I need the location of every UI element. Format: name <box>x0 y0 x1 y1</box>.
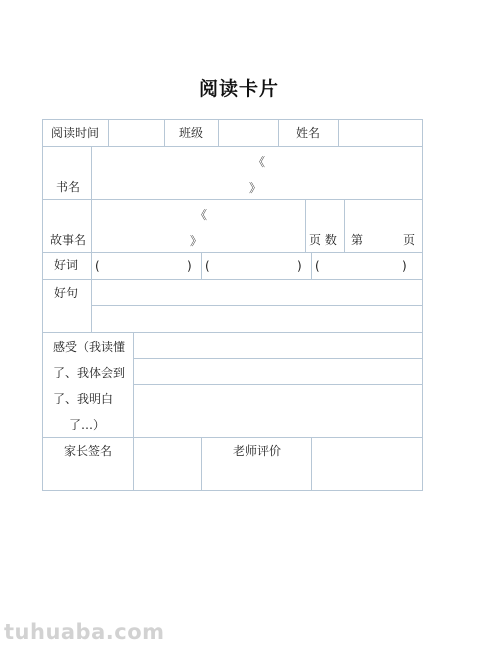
row-divider-9 <box>42 437 423 438</box>
row-divider-6 <box>42 332 423 333</box>
book-close-bracket: 》 <box>249 181 262 195</box>
row-divider-7 <box>133 358 423 359</box>
col-divider <box>311 252 312 280</box>
row-divider-4 <box>42 279 423 280</box>
watermark: tuhuaba.com <box>4 620 165 644</box>
border-bottom <box>42 490 423 491</box>
row-divider-3 <box>42 252 423 253</box>
book-title-label: 书名 <box>56 180 81 194</box>
row-divider-5 <box>91 305 423 306</box>
word-slot-open: ( <box>315 259 320 273</box>
word-slot-close: ) <box>402 259 407 273</box>
col-divider <box>164 119 165 147</box>
word-slot-open: ( <box>205 259 210 273</box>
col-divider <box>311 437 312 491</box>
col-divider <box>278 119 279 147</box>
feelings-line-4: 了…） <box>69 418 106 432</box>
row-divider-2 <box>42 199 423 200</box>
good-sentences-label: 好句 <box>54 286 79 300</box>
row-divider-8 <box>133 384 423 385</box>
col-divider <box>218 119 219 147</box>
good-words-label: 好词 <box>54 258 79 272</box>
col-divider <box>344 199 345 253</box>
row-divider-1 <box>42 146 423 147</box>
reading-time-label: 阅读时间 <box>51 126 100 140</box>
border-top <box>42 119 423 120</box>
feelings-line-1: 感受（我读懂 <box>53 340 126 354</box>
col-divider <box>305 199 306 253</box>
col-divider <box>338 119 339 147</box>
word-slot-close: ) <box>297 259 302 273</box>
page-title: 阅读卡片 <box>198 78 279 100</box>
parent-signature-label: 家长签名 <box>64 444 113 458</box>
col-divider <box>201 252 202 280</box>
page-prefix: 第 <box>351 233 364 247</box>
story-close-bracket: 》 <box>190 234 203 248</box>
feelings-line-3: 了、我明白 <box>53 392 114 406</box>
pages-label: 页 数 <box>309 233 337 247</box>
class-label: 班级 <box>179 126 204 140</box>
word-slot-close: ) <box>187 259 192 273</box>
border-left <box>42 119 43 491</box>
col-divider <box>133 332 134 491</box>
name-label: 姓名 <box>296 126 321 140</box>
page-suffix: 页 <box>403 233 416 247</box>
teacher-evaluation-label: 老师评价 <box>233 444 282 458</box>
story-open-bracket: 《 <box>195 208 208 222</box>
col-divider <box>201 437 202 491</box>
feelings-line-2: 了、我体会到 <box>53 366 126 380</box>
col-divider <box>108 119 109 147</box>
col-divider <box>91 146 92 333</box>
story-title-label: 故事名 <box>50 233 87 247</box>
book-open-bracket: 《 <box>253 155 266 169</box>
word-slot-open: ( <box>95 259 100 273</box>
